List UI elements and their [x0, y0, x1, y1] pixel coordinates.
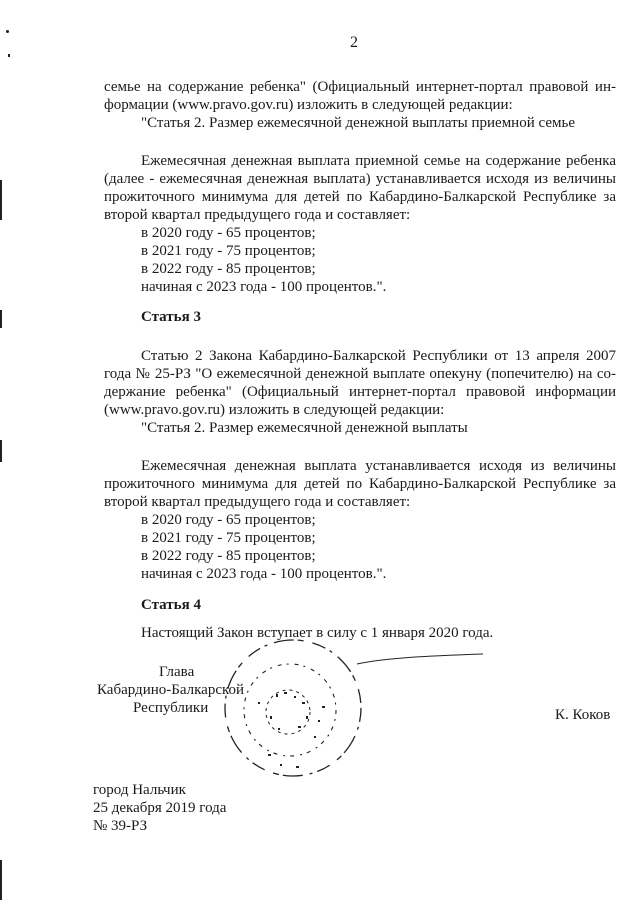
signatory-title: Республики	[133, 700, 209, 716]
signing-date: 25 декабря 2019 года	[93, 800, 227, 816]
law-number: № 39-РЗ	[93, 818, 148, 834]
body-line: Статью 2 Закона Кабардино-Балкарской Республики от 13 апреля 2007	[141, 348, 616, 364]
page-number: 2	[350, 34, 358, 51]
signatory-name: К. Коков	[555, 707, 611, 723]
list-item: в 2021 году - 75 процентов;	[141, 243, 316, 259]
signatory-title: Глава	[159, 664, 195, 680]
body-line: второй квартал предыдущего года и составляет:	[104, 494, 411, 510]
scan-dot	[6, 30, 9, 33]
body-line: (www.pravo.gov.ru) изложить в следующей редакции:	[104, 402, 445, 418]
scan-edge-mark	[0, 180, 2, 220]
article-quote-heading: "Статья 2. Размер ежемесячной денежной выплаты приемной семье	[141, 115, 575, 131]
body-line: Ежемесячная денежная выплата приемной семье на содержание ребенка	[141, 153, 616, 169]
body-line: прожиточного минимума для детей по Кабардино-Балкарской Республике за	[104, 476, 616, 492]
signatory-title: Кабардино-Балкарской	[97, 682, 245, 698]
scan-edge-mark	[0, 310, 2, 328]
scan-dot	[8, 54, 10, 57]
list-item: в 2022 году - 85 процентов;	[141, 261, 316, 277]
signature-stroke	[355, 650, 485, 670]
article-3-heading: Статья 3	[141, 309, 201, 325]
body-line: семье на содержание ребенка" (Официальный интернет-портал правовой ин-	[104, 79, 616, 95]
body-line: второй квартал предыдущего года и составляет:	[104, 207, 411, 223]
article-4-heading: Статья 4	[141, 597, 201, 613]
scan-edge-mark	[0, 860, 2, 900]
list-item: начиная с 2023 года - 100 процентов.".	[141, 279, 387, 295]
body-line: Настоящий Закон вступает в силу с 1 января 2020 года.	[141, 625, 494, 641]
list-item: в 2022 году - 85 процентов;	[141, 548, 316, 564]
article-quote-heading: "Статья 2. Размер ежемесячной денежной выплаты	[141, 420, 468, 436]
body-line: прожиточного минимума для детей по Кабардино-Балкарской Республике за	[104, 189, 616, 205]
official-seal-icon	[218, 636, 368, 786]
list-item: в 2021 году - 75 процентов;	[141, 530, 316, 546]
list-item: начиная с 2023 года - 100 процентов.".	[141, 566, 387, 582]
body-line: (далее - ежемесячная денежная выплата) устанавливается исходя из величины	[104, 171, 616, 187]
list-item: в 2020 году - 65 процентов;	[141, 512, 316, 528]
body-line: года № 25-РЗ "О ежемесячной денежной выплате опекуну (попечителю) на со-	[104, 366, 616, 382]
body-line: формации (www.pravo.gov.ru) изложить в следующей редакции:	[104, 97, 513, 113]
scan-edge-mark	[0, 440, 2, 462]
body-line: Ежемесячная денежная выплата устанавливается исходя из величины	[141, 458, 616, 474]
place-of-signing: город Нальчик	[93, 782, 186, 798]
body-line: держание ребенка" (Официальный интернет-портал правовой информации	[104, 384, 616, 400]
list-item: в 2020 году - 65 процентов;	[141, 225, 316, 241]
